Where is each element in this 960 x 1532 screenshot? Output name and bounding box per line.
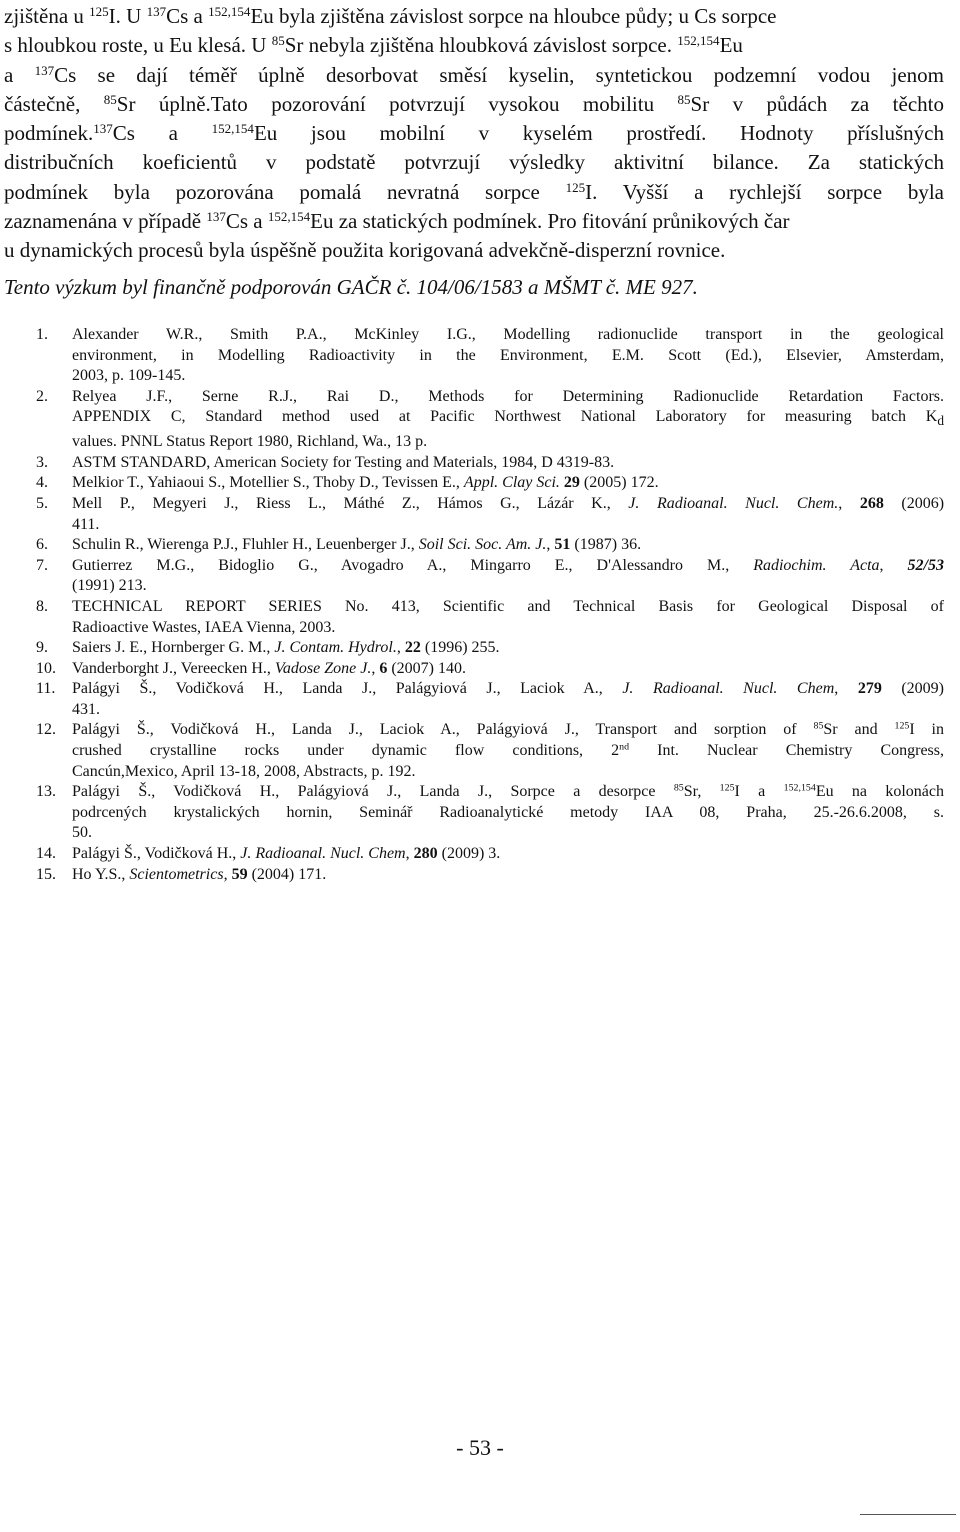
text-run: crushed crystalline rocks under dynamic flow conditions, 2 [72,742,620,760]
volume-number: 59 [231,865,248,883]
text-run: Cs a [225,209,268,234]
text-run: částečně, [4,91,104,116]
reference-line [72,432,944,453]
reference-item [4,597,944,638]
superscript: 152,154 [208,3,251,19]
reference-item [4,659,944,680]
reference-line [72,865,944,886]
text-run: podrcených krystalických hornin, Seminář Radioanalytické metody IAA 08, Praha, 25.-26.6.2008, s. [72,803,944,821]
journal-title: J. Radioanal. Nucl. Chem [240,845,406,863]
reference-item [4,473,944,494]
reference-item [4,865,944,886]
reference-number: 14. [36,845,56,863]
reference-number: 3. [36,453,48,471]
superscript: 152,154 [677,33,720,49]
text-run: TECHNICAL REPORT SERIES No. 413, Scientific and Technical Basis for Geological Disposal of [72,597,944,615]
text-run: Melkior T., Yahiaoui S., Motellier S., Thoby D., Tevissen E., [72,474,464,492]
reference-number: 15. [36,865,56,883]
superscript: 137 [34,62,55,78]
text-run: Eu jsou mobilní v kyselém prostředí. Hodnoty příslušných [253,121,944,146]
paragraph-line [4,207,944,236]
text-run: , [879,556,908,574]
text-run: , [834,680,858,698]
paragraph-line [4,178,944,207]
volume-number: 6 [379,659,388,677]
volume-number: 279 [857,680,882,698]
paragraph-line [4,90,944,119]
reference-item [4,638,944,659]
text-run: Ho Y.S., [72,865,130,883]
text-run: Mell P., Megyeri J., Riess L., Máthé Z., Hámos G., Lázár K., [72,494,629,512]
text-run: Eu za statických podmínek. Pro fitování průnikových čar [310,209,790,234]
reference-number: 11. [36,680,56,698]
superscript: 85 [103,91,117,107]
text-run: Gutierrez M.G., Bidoglio G., Avogadro A., Mingarro E., D'Alessandro M., [72,556,754,574]
paragraph-line [4,148,944,177]
text-run: , [838,494,860,512]
paragraph-line [4,236,944,265]
superscript: nd [619,741,630,753]
reference-number: 13. [36,783,56,801]
volume-number: 268 [859,494,884,512]
reference-line [72,762,944,783]
reference-line [72,473,944,494]
text-run: Cs a [166,4,209,28]
text-run: APPENDIX C, Standard method used at Pacific Northwest National Laboratory for measuring batch K [72,408,938,426]
text-run: I. Vyšší a rychlejší sorpce byla [585,179,944,204]
reference-line [72,597,944,618]
reference-line [72,453,944,474]
text-run: (1996) 255. [420,639,500,657]
text-run: , [223,865,232,883]
text-run: Sr and [823,721,895,739]
paragraph-line [4,119,944,148]
superscript: 152,154 [211,121,254,137]
reference-line [72,535,944,556]
text-run: Cancún,Mexico, April 13-18, 2008, Abstracts, p. 192. [72,762,416,780]
paragraph-line [4,61,944,90]
reference-number: 2. [36,387,48,405]
journal-title: J. Contam. Hydrol. [274,639,397,657]
journal-title: J. Radioanal. Nucl. Chem. [628,494,839,512]
reference-line [72,844,944,865]
text-run: (1991) 213. [72,577,147,595]
text-run: Sr nebyla zjištěna hloubková závislost sorpce. [284,33,678,58]
reference-line [72,782,944,803]
text-run: values. PNNL Status Report 1980, Richland, Wa., 13 p. [72,433,428,451]
text-run: Alexander W.R., Smith P.A., McKinley I.G., Modelling radionuclide transport in the geological [72,326,944,343]
text-run: , [371,659,380,677]
footer-rule [860,1514,956,1515]
text-run: distribučních koeficientů v podstatě potvrzují výsledky aktivitní bilance. Za statických [4,150,944,175]
reference-item [4,844,944,865]
reference-number: 1. [36,326,48,343]
reference-line [72,803,944,824]
text-run: Relyea J.F., Serne R.J., Rai D., Methods for Determining Radionuclide Retardation Factors. [72,387,944,405]
reference-item [4,782,944,844]
reference-number: 4. [36,474,48,492]
text-run: Schulin R., Wierenga P.J., Fluhler H., Leuenberger J., [72,536,419,554]
text-run: (2009) [881,680,945,698]
text-run: ASTM STANDARD, American Society for Testing and Materials, 1984, D 4319-83. [72,453,615,471]
reference-line [72,515,944,536]
volume-number: 280 [413,845,438,863]
superscript: 85 [813,721,824,733]
superscript: 152,154 [267,208,311,224]
reference-item [4,535,944,556]
superscript: 125 [89,3,109,19]
reference-line [72,700,944,721]
superscript: 85 [673,782,684,794]
reference-item [4,720,944,782]
text-run: Cs se dají téměř úplně desorbovat směsí kyselin, syntetickou podzemní vodou jenom [54,62,944,87]
text-run: Saiers J. E., Hornberger G. M., [72,639,275,657]
reference-line [72,659,944,680]
text-run: (1987) 36. [570,536,642,554]
text-run: Sr v půdách za těchto [690,91,944,116]
superscript: 137 [93,121,113,137]
reference-item [4,325,944,387]
text-run: Int. Nuclear Chemistry Congress, [629,742,944,760]
text-run: Palágyi Š., Vodičková H., Palágyiová J., Landa J., Sorpce a desorpce [72,783,674,801]
superscript: 85 [677,91,691,107]
reference-line [72,346,944,367]
text-run: , [396,639,405,657]
text-run: I. U [108,4,147,28]
acknowledgement: Tento výzkum byl finančně podporován GAČR č. 104/06/1583 a MŠMT č. ME 927. [4,275,698,299]
text-run: zaznamenána v případě [4,209,207,234]
text-run: Sr úplně.Tato pozorování potvrzují vysokou mobilitu [116,91,678,116]
reference-number: 7. [36,556,48,574]
reference-item [4,494,944,535]
text-run: Palágyi Š., Vodičková H., Landa J., Palágyiová J., Laciok A., [72,680,623,698]
text-run: I a [734,783,784,801]
reference-line [72,823,944,844]
reference-item [4,453,944,474]
volume-number: 29 [563,474,580,492]
text-run: 411. [72,515,100,533]
reference-line [72,576,944,597]
text-run: Vanderborght J., Vereecken H., [72,659,275,677]
superscript: 152,154 [783,782,816,794]
reference-line [72,679,944,700]
text-run: Eu na kolonách [815,783,944,801]
reference-item [4,387,944,453]
superscript: 137 [206,208,226,224]
superscript: 137 [146,3,167,19]
text-run: 2003, p. 109-145. [72,367,186,385]
journal-title: Radiochim. Acta [753,556,880,574]
superscript: 125 [894,721,910,733]
text-run: u dynamických procesů byla úspěšně použita korigovaná advekčně-disperzní rovnice. [4,238,726,263]
text-run: , [546,536,555,554]
superscript: 85 [271,33,285,49]
text-run: (2005) 172. [579,474,659,492]
text-run: (2007) 140. [387,659,466,677]
reference-number: 9. [36,639,48,657]
superscript: 125 [565,179,586,195]
reference-line [72,494,944,515]
text-run: s hloubkou roste, u Eu klesá. U [4,33,272,58]
volume-number: 52/53 [907,556,944,574]
text-run: Eu byla zjištěna závislost sorpce na hloubce půdy; u Cs sorpce [250,4,777,28]
journal-title: Scientometrics [129,865,224,883]
reference-number: 8. [36,597,48,615]
reference-line [72,407,944,432]
reference-item [4,556,944,597]
text-run: podmínek byla pozorována pomalá nevratná sorpce [4,179,566,204]
reference-list [4,325,944,885]
text-run: I in [909,721,944,739]
paragraph-line [4,31,944,60]
reference-line [72,638,944,659]
journal-title: Vadose Zone J. [274,659,372,677]
body-paragraph [4,2,944,266]
text-run: a [4,62,35,87]
text-run: podmínek. [4,121,94,146]
reference-number: 6. [36,536,48,554]
superscript: 125 [719,782,735,794]
text-run: (2004) 171. [247,865,327,883]
volume-number: 22 [404,639,421,657]
text-run: Eu [719,33,743,58]
text-run: , [405,845,414,863]
text-run: (2006) [883,494,945,512]
text-run: Sr, [683,783,720,801]
reference-line [72,720,944,741]
reference-line [72,387,944,408]
text-run: environment, in Modelling Radioactivity in the Environment, E.M. Scott (Ed.), Elsevier, Amsterdam, [72,346,944,364]
reference-line [72,556,944,577]
paragraph-line [4,2,944,31]
page-number: - 53 - [456,1435,504,1460]
volume-number: 51 [554,536,571,554]
text-run: 50. [72,824,92,842]
reference-number: 12. [36,721,56,739]
reference-number: 5. [36,494,48,512]
journal-title: Appl. Clay Sci. [463,474,560,492]
reference-line [72,618,944,639]
text-run: Cs a [112,121,212,146]
reference-line [72,741,944,762]
reference-item [4,679,944,720]
text-run: Radioactive Wastes, IAEA Vienna, 2003. [72,618,336,636]
reference-number: 10. [36,659,56,677]
journal-title: Soil Sci. Soc. Am. J. [418,536,547,554]
text-run: 431. [72,700,100,718]
text-run: (2009) 3. [437,845,501,863]
text-run: zjištěna u [4,4,90,28]
subscript: d [937,413,944,429]
text-run: Palágyi Š., Vodičková H., [72,845,241,863]
reference-line [72,366,944,387]
reference-line [72,325,944,346]
text-run: Palágyi Š., Vodičková H., Landa J., Laciok A., Palágyiová J., Transport and sorption of [72,721,814,739]
journal-title: J. Radioanal. Nucl. Chem [622,680,835,698]
